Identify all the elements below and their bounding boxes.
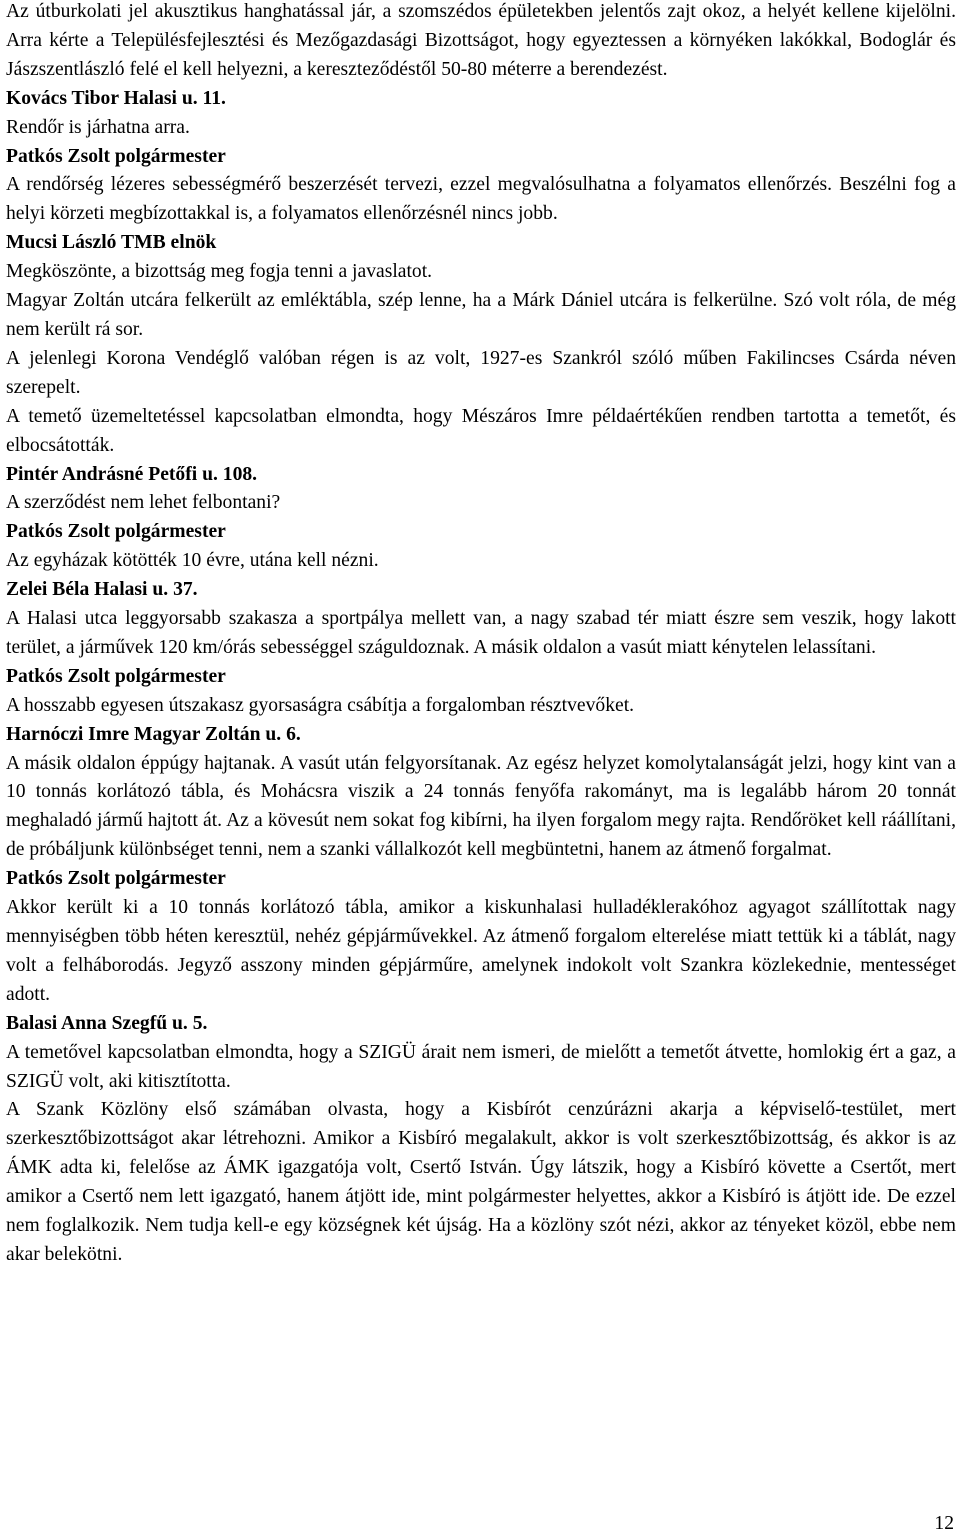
speaker-heading: Patkós Zsolt polgármester [6, 868, 226, 890]
paragraph: A jelenlegi Korona Vendéglő valóban régen is az volt, 1927-es Szankról szóló műben Fakilincses Csárda néven szerepelt. [6, 347, 956, 398]
paragraph: Rendőr is járhatna arra. [6, 116, 190, 138]
paragraph: Megköszönte, a bizottság meg fogja tenni a javaslatot. [6, 261, 433, 283]
paragraph: Az egyházak kötötték 10 évre, utána kell nézni. [6, 550, 379, 572]
speaker-heading: Patkós Zsolt polgármester [6, 665, 226, 687]
paragraph: A hosszabb egyesen útszakasz gyorsaságra csábítja a forgalomban résztvevőket. [6, 694, 635, 716]
paragraph: A Halasi utca leggyorsabb szakasza a sportpálya mellett van, a nagy szabad tér miatt észre sem veszik, hogy lakott terület, a járművek 120 km/órás sebességgel száguldoznak. A másik oldalon a vasút miatt kénytelen lelassítani. [6, 608, 956, 658]
speaker-heading: Harnóczi Imre Magyar Zoltán u. 6. [6, 723, 301, 745]
paragraph: A temetővel kapcsolatban elmondta, hogy a SZIGÜ árait nem ismeri, de mielőtt a temetőt átvette, homlokig ért a gaz, a SZIGÜ volt, aki kitisztította. [6, 1041, 956, 1092]
document-body [6, 0, 956, 1270]
speaker-heading: Balasi Anna Szegfű u. 5. [6, 1012, 208, 1034]
speaker-heading: Patkós Zsolt polgármester [6, 521, 226, 543]
paragraph: Akkor került ki a 10 tonnás korlátozó tábla, amikor a kiskunhalasi hulladéklerakóhoz agyagot szállítottak nagy mennyiségben több héten keresztül, nehéz gépjárművekkel. Az átmenő forgalom elterelése miatt tettük ki a táblát, nagy volt a felháborodás. Jegyző asszony minden gépjárműre, amelynek indokolt volt Szankra közlekednie, mentességet adott. [6, 897, 956, 1005]
speaker-heading: Mucsi László TMB elnök [6, 232, 217, 254]
speaker-heading: Zelei Béla Halasi u. 37. [6, 579, 198, 601]
paragraph: A Szank Közlöny első számában olvasta, hogy a Kisbírót cenzúrázni akarja a képviselő-testület, mert szerkesztőbizottságot akar létrehozni. Amikor a Kisbíró megalakult, akkor is volt szerkesztőbizottság, és akkor is az ÁMK adta ki, felelőse az ÁMK igazgatója volt, Csertő István. Úgy látszik, hogy a Kisbíró követte a Csertőt, mert amikor a Csertő nem lett igazgató, hanem átjött ide, mint polgármester helyettes, akkor a Kisbíró is átjött ide. De ezzel nem foglalkozik. Nem tudja kell-e egy községnek két újság. Ha a közlöny szót nézi, akkor az tényeket közöl, ebbe nem akar belekötni. [6, 1099, 956, 1265]
speaker-heading: Patkós Zsolt polgármester [6, 145, 226, 167]
paragraph: A temető üzemeltetéssel kapcsolatban elmondta, hogy Mészáros Imre példaértékűen rendben tartotta a temetőt, és elbocsátották. [6, 405, 956, 456]
paragraph: Magyar Zoltán utcára felkerült az emléktábla, szép lenne, ha a Márk Dániel utcára is felkerülne. Szó volt róla, de még nem került rá sor. [6, 290, 956, 340]
paragraph: A másik oldalon éppúgy hajtanak. A vasút után felgyorsítanak. Az egész helyzet komolytalanságát jelzi, hogy kint van a 10 tonnás korlátozó tábla, és Mohácsra viszik a 24 tonnás fenyőfa rakományt, ma is legalább három 20 tonnát meghaladó jármű hajtott át. Az a kövesút nem sokat fog kibírni, ha ilyen forgalom megy rajta. Rendőröket kell ráállítani, de próbáljunk különbséget tenni, nem a szanki vállalkozót kell megbüntetni, hanem az átmenő forgalmat. [6, 752, 956, 861]
paragraph: A rendőrség lézeres sebességmérő beszerzését tervezi, ezzel megvalósulhatna a folyamatos ellenőrzés. Beszélni fog a helyi körzeti megbízottakkal is, a folyamatos ellenőrzésnél nincs jobb. [6, 174, 956, 225]
speaker-heading: Kovács Tibor Halasi u. 11. [6, 87, 226, 109]
paragraph: A szerződést nem lehet felbontani? [6, 492, 281, 514]
page-number: 12 [934, 1513, 954, 1534]
speaker-heading: Pintér Andrásné Petőfi u. 108. [6, 463, 258, 485]
paragraph: Az útburkolati jel akusztikus hanghatással jár, a szomszédos épületekben jelentős zajt okoz, a helyét kellene kijelölni. Arra kérte a Településfejlesztési és Mezőgazdasági Bizottságot, hogy egyeztessen a környéken lakókkal, Bodoglár és Jászszentlászló felé el kell helyezni, a kereszteződéstől 50-80 méterre a berendezést. [6, 1, 956, 80]
